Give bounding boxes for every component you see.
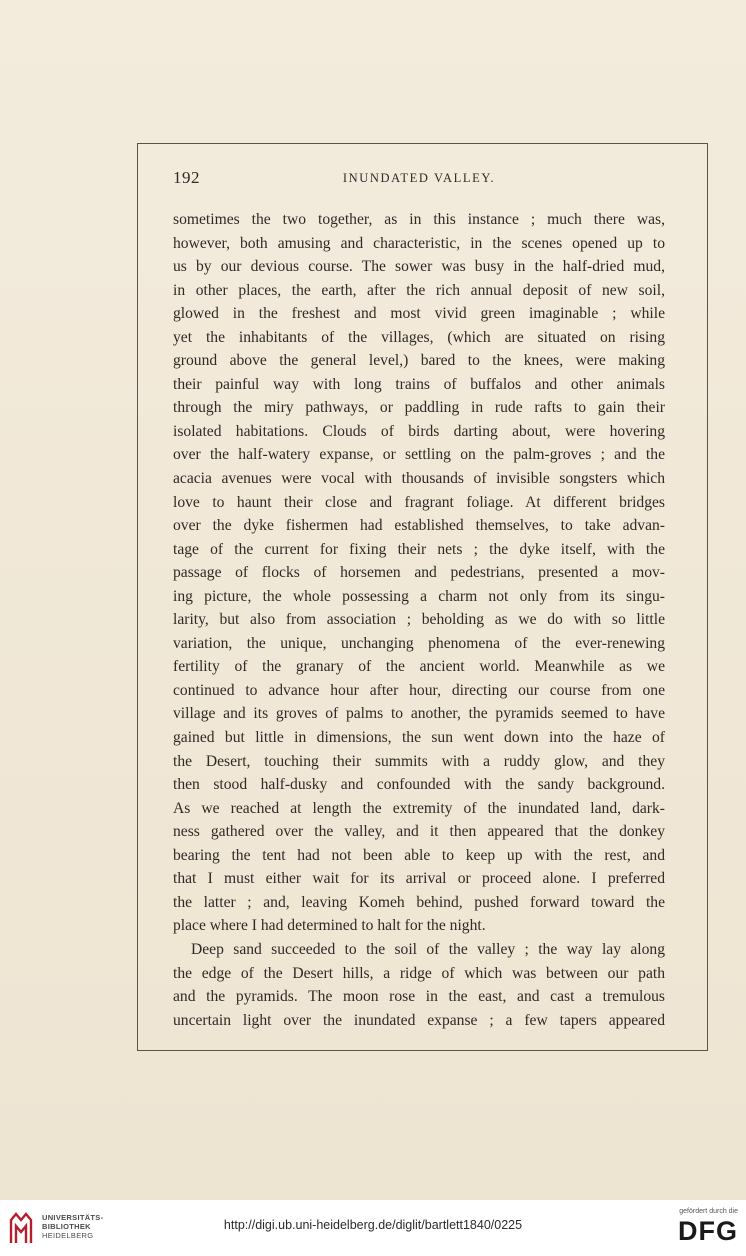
- text-line: us by our devious course. The sower was busy in the half-dried mud,: [173, 258, 665, 276]
- text-line: their painful way with long trains of buffalos and other animals: [173, 375, 665, 393]
- text-line: love to haunt their close and fragrant foliage. At different bridges: [173, 493, 665, 511]
- institution-line: HEIDELBERG: [42, 1231, 94, 1240]
- viewer-footer: [0, 1200, 746, 1256]
- text-line: ground above the general level,) bared to the knees, were making: [173, 352, 665, 370]
- text-line: place where I had determined to halt for the night.: [173, 917, 486, 935]
- dfg-logo: DFG: [678, 1216, 738, 1246]
- text-line: yet the inhabitants of the villages, (which are situated on rising: [173, 328, 665, 346]
- page-number: 192: [173, 168, 200, 187]
- text-line: tage of the current for fixing their nets ; the dyke itself, with the: [173, 540, 665, 558]
- text-line: fertility of the granary of the ancient world. Meanwhile as we: [173, 658, 665, 676]
- text-line: that I must either wait for its arrival or proceed alone. I preferred: [173, 870, 665, 888]
- text-line: larity, but also from association ; beholding as we do with so little: [173, 611, 665, 629]
- text-line: the latter ; and, leaving Komeh behind, pushed forward toward the: [173, 893, 665, 911]
- page-header: [173, 168, 665, 192]
- text-line: ing picture, the whole possessing a charm not only from its singu-: [173, 587, 665, 605]
- text-line: sometimes the two together, as in this instance ; much there was,: [173, 211, 665, 228]
- text-line: bearing the tent had not been able to keep up with the rest, and: [173, 846, 665, 864]
- institution-line: UNIVERSITÄTS-: [42, 1213, 104, 1222]
- text-line: uncertain light over the inundated expanse ; a few tapers appeared: [173, 1011, 665, 1029]
- text-line: As we reached at length the extremity of the inundated land, dark-: [173, 799, 665, 817]
- body-text: [173, 208, 665, 1032]
- text-line: variation, the unique, unchanging phenomena of the ever-renewing: [173, 634, 665, 652]
- text-line: isolated habitations. Clouds of birds darting about, were hovering: [173, 422, 665, 440]
- source-url-link[interactable]: http://digi.ub.uni-heidelberg.de/diglit/bartlett1840/0225: [223, 1218, 523, 1232]
- sponsor-note: gefördert durch die: [679, 1208, 738, 1215]
- text-line: in other places, the earth, after the rich annual deposit of new soil,: [173, 281, 665, 299]
- text-line: over the dyke fishermen had established themselves, to take advan-: [173, 517, 665, 535]
- text-line: passage of flocks of horsemen and pedestrians, presented a mov-: [173, 564, 665, 582]
- text-line: the edge of the Desert hills, a ridge of which was between our path: [173, 964, 665, 982]
- text-line: acacia avenues were vocal with thousands of invisible songsters which: [173, 470, 665, 488]
- text-line: however, both amusing and characteristic, in the scenes opened up to: [173, 234, 665, 252]
- text-line: then stood half-dusky and confounded with the sandy background.: [173, 776, 665, 794]
- text-line: glowed in the freshest and most vivid green imaginable ; while: [173, 305, 665, 323]
- text-line: through the miry pathways, or paddling in rude rafts to gain their: [173, 399, 665, 417]
- text-line: and the pyramids. The moon rose in the east, and cast a tremulous: [173, 988, 665, 1006]
- text-line: continued to advance hour after hour, directing our course from one: [173, 681, 665, 699]
- text-line: the Desert, touching their summits with a ruddy glow, and they: [173, 752, 665, 770]
- text-line: gained but little in dimensions, the sun went down into the haze of: [173, 729, 665, 747]
- text-line: Deep sand succeeded to the soil of the valley ; the way lay along: [191, 940, 665, 958]
- running-title: INUNDATED VALLEY.: [342, 171, 496, 185]
- text-line: village and its groves of palms to another, the pyramids seemed to have: [173, 705, 665, 723]
- text-line: over the half-watery expanse, or settling on the palm-groves ; and the: [173, 446, 665, 464]
- institution-line: BIBLIOTHEK: [42, 1222, 91, 1231]
- text-line: ness gathered over the valley, and it then appeared that the donkey: [173, 823, 665, 841]
- sponsor: [678, 1208, 738, 1246]
